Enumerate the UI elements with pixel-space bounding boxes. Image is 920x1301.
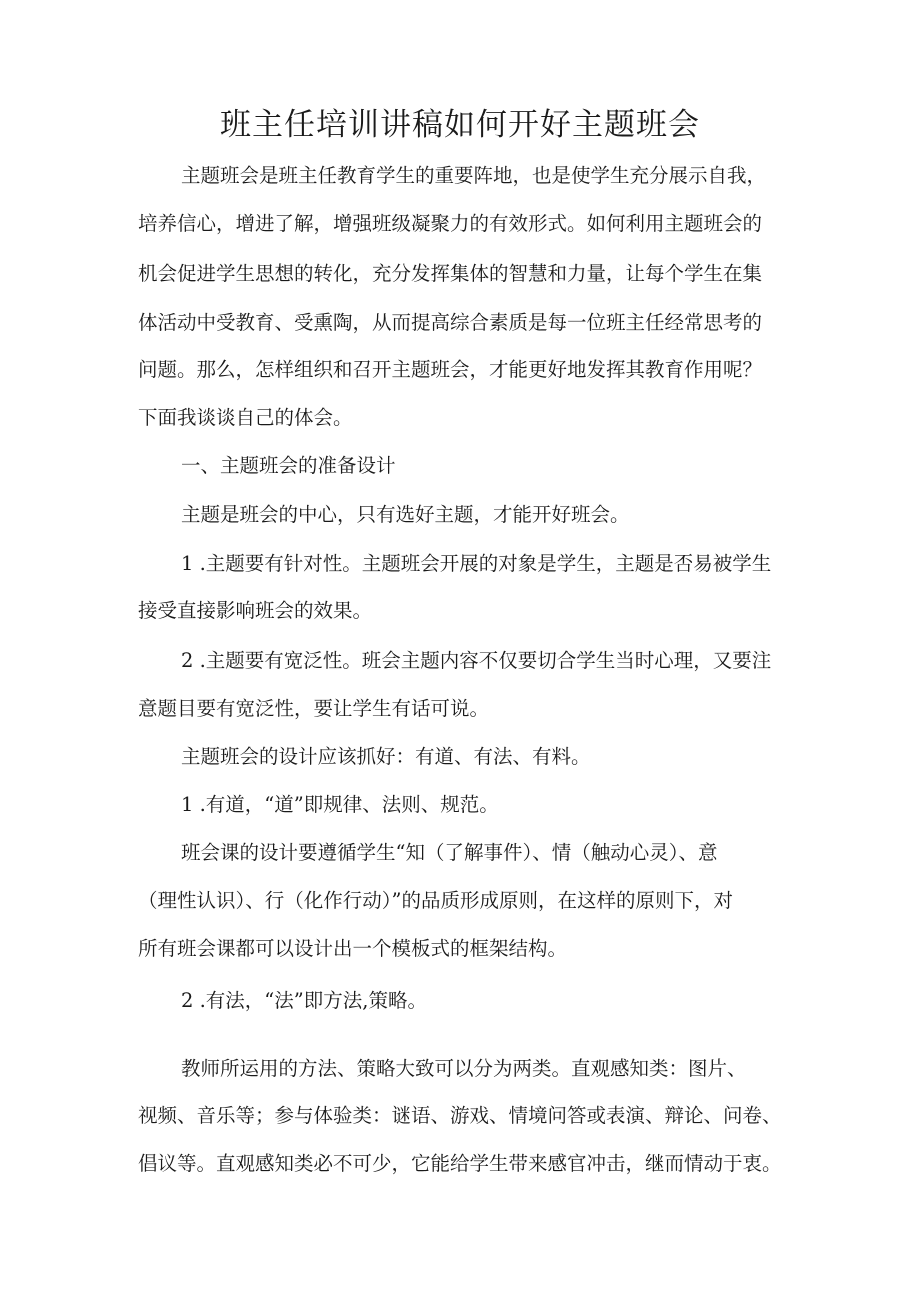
section-heading: 一、主题班会的准备设计 <box>181 454 396 477</box>
paragraph-line: 问题。那么，怎样组织和召开主题班会，才能更好地发挥其教育作用呢？ <box>138 358 763 381</box>
paragraph-line: 倡议等。直观感知类必不可少，它能给学生带来感官冲击，继而情动于衷。 <box>138 1152 782 1175</box>
list-item: 1 .主题要有针对性。主题班会开展的对象是学生，主题是否易被学生 <box>181 552 772 575</box>
list-item: 2 .主题要有宽泛性。班会主题内容不仅要切合学生当时心理，又要注 <box>181 649 772 672</box>
paragraph-line: 主题班会的设计应该抓好：有道、有法、有料。 <box>181 745 591 768</box>
paragraph-line: 所有班会课都可以设计出一个模板式的框架结构。 <box>138 937 568 960</box>
paragraph-line: 班会课的设计要遵循学生“知（了解事件）、情（触动心灵）、意 <box>181 841 718 864</box>
paragraph-line: 机会促进学生思想的转化，充分发挥集体的智慧和力量，让每个学生在集 <box>138 262 763 285</box>
paragraph-line: 体活动中受教育、受熏陶，从而提高综合素质是每一位班主任经常思考的 <box>138 311 763 334</box>
paragraph-line: 接受直接影响班会的效果。 <box>138 599 373 622</box>
paragraph-line: 意题目要有宽泛性，要让学生有话可说。 <box>138 697 490 720</box>
list-item: 2 .有法，“法”即方法,策略。 <box>181 989 427 1012</box>
paragraph-line: 视频、音乐等；参与体验类：谜语、游戏、情境问答或表演、辩论、问卷、 <box>138 1104 782 1127</box>
paragraph-line: 主题是班会的中心，只有选好主题，才能开好班会。 <box>181 503 630 526</box>
paragraph-line: 教师所运用的方法、策略大致可以分为两类。直观感知类：图片、 <box>181 1057 747 1080</box>
paragraph-line: 下面我谈谈自己的体会。 <box>138 406 353 429</box>
paragraph-line: 主题班会是班主任教育学生的重要阵地，也是使学生充分展示自我， <box>181 164 767 187</box>
document-title: 班主任培训讲稿如何开好主题班会 <box>220 107 700 143</box>
paragraph-line: 培养信心，增进了解，增强班级凝聚力的有效形式。如何利用主题班会的 <box>138 212 763 235</box>
list-item: 1 .有道，“道”即规律、法则、规范。 <box>181 793 499 816</box>
paragraph-line: （理性认识）、行（化作行动）”的品质形成原则，在这样的原则下，对 <box>138 889 733 912</box>
